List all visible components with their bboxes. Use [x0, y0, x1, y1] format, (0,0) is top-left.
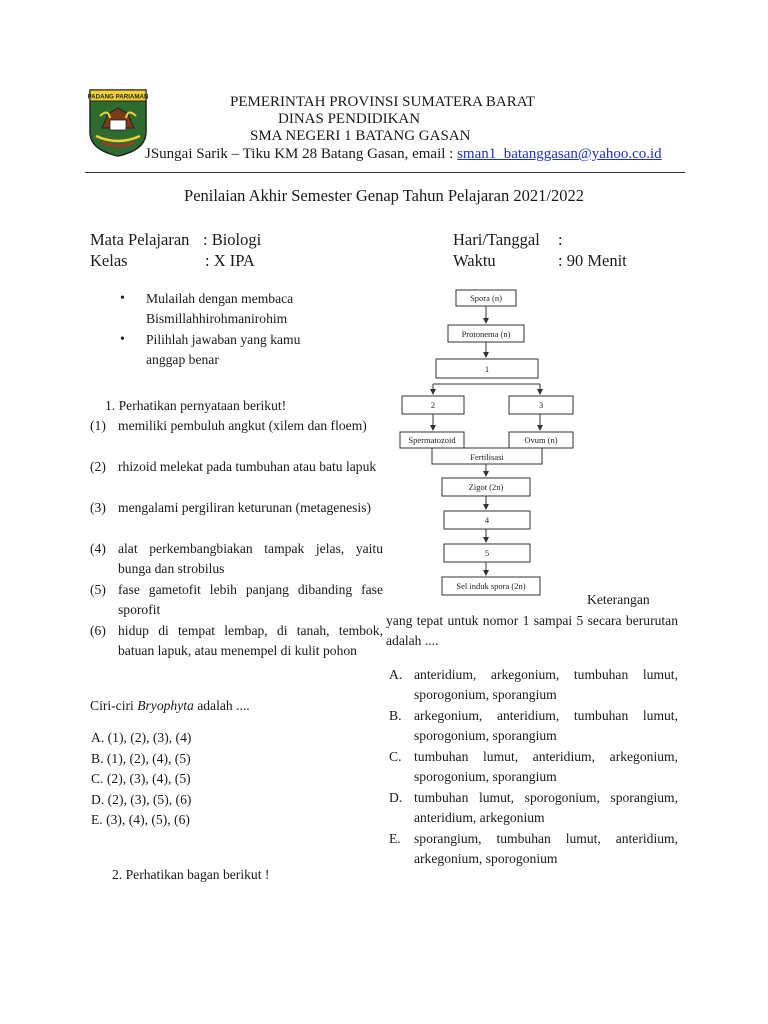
- statement-text: rhizoid melekat pada tumbuhan atau batu lapuk: [118, 459, 377, 474]
- spermatozoid-label: Spermatozoid: [408, 435, 456, 445]
- time-value: : 90 Menit: [558, 251, 627, 270]
- fertilisasi-label: Fertilisasi: [470, 452, 504, 462]
- subject-label: Mata Pelajaran: [90, 230, 190, 249]
- choice-text: arkegonium, anteridium, tumbuhan lumut, sporogonium, sporangium: [414, 708, 678, 744]
- choice-label: B.: [389, 708, 402, 723]
- statement-item: [90, 498, 383, 518]
- answer-option-c[interactable]: C. (2), (3), (4), (5): [91, 771, 191, 787]
- statement-text: hidup di tempat lembap, di tanah, tembok, batuan lapuk, atau menempel di kulit pohon: [118, 623, 383, 659]
- statement-text: alat perkembangbiakan tampak jelas, yaitu bunga dan strobilus: [118, 541, 383, 577]
- box-2-label: 2: [430, 400, 436, 410]
- subject-value: : Biologi: [203, 230, 262, 249]
- zigot-label: Zigot (2n): [468, 482, 504, 492]
- box-4-label: 4: [484, 515, 490, 525]
- statement-number: (5): [90, 582, 106, 597]
- letterhead-province: PEMERINTAH PROVINSI SUMATERA BARAT: [230, 94, 536, 110]
- choice-text: tumbuhan lumut, anteridium, arkegonium, sporogonium, sporangium: [414, 749, 678, 785]
- answer-choice-c[interactable]: [386, 747, 678, 788]
- answer-option-e[interactable]: E. (3), (4), (5), (6): [91, 812, 190, 828]
- statement-number: (4): [90, 541, 106, 556]
- keterangan-label: Keterangan: [587, 592, 650, 607]
- answer-option-a[interactable]: A. (1), (2), (3), (4): [91, 730, 192, 745]
- choice-label: A.: [389, 667, 403, 682]
- letterhead-school: SMA NEGERI 1 BATANG GASAN: [250, 128, 471, 144]
- statement-number: (2): [90, 459, 106, 474]
- email-link[interactable]: sman1_batanggasan@yahoo.co.id: [457, 146, 662, 162]
- answer-choice-e[interactable]: [386, 829, 678, 870]
- box-1-label: 1: [484, 364, 490, 374]
- instructions-list: [118, 289, 318, 370]
- choice-label: E.: [389, 831, 401, 846]
- choice-label: C.: [389, 749, 402, 764]
- time-label: Waktu: [453, 251, 496, 270]
- answer-choice-d[interactable]: [386, 788, 678, 829]
- stem-prefix: Ciri-ciri: [90, 698, 138, 713]
- answer-option-d[interactable]: D. (2), (3), (5), (6): [91, 791, 192, 807]
- question-1-stem: [90, 696, 250, 716]
- statement-number: (3): [90, 500, 106, 515]
- statement-item: [90, 621, 383, 662]
- exam-title: Penilaian Akhir Semester Genap Tahun Pelajaran 2021/2022: [184, 186, 584, 205]
- question-1-options: [91, 728, 191, 831]
- question-1-heading: 1. Perhatikan pernyataan berikut!: [105, 398, 287, 413]
- logo-caption: PADANG PARIAMAN: [88, 93, 148, 101]
- question-2-heading: 2. Perhatikan bagan berikut !: [112, 867, 270, 882]
- sel-induk-label: Sel induk spora (2n): [456, 581, 526, 591]
- answer-choice-b[interactable]: [386, 706, 678, 747]
- ovum-label: Ovum (n): [524, 435, 558, 445]
- question-2-stem: yang tepat untuk nomor 1 sampai 5 secara berurutan adalah ....: [386, 613, 678, 649]
- statement-item: [90, 416, 383, 436]
- box-5-label: 5: [484, 548, 490, 558]
- statement-number: (6): [90, 623, 106, 638]
- statement-text: memiliki pembuluh angkut (xilem dan floem): [118, 418, 367, 433]
- letterhead-address: [145, 146, 662, 163]
- instruction-item: • Mulailah dengan membaca Bismillahhirohmanirohim: [118, 289, 318, 330]
- address-text: JSungai Sarik – Tiku KM 28 Batang Gasan, email :: [145, 146, 458, 162]
- padang-pariaman-logo: [88, 88, 148, 158]
- stem-italic: Bryophyta: [137, 698, 194, 713]
- choice-label: D.: [389, 790, 403, 805]
- statement-text: fase gametofit lebih panjang dibanding fase sporofit: [118, 582, 383, 618]
- day-value: :: [558, 230, 563, 249]
- box-3-label: 3: [538, 400, 544, 410]
- choice-text: sporangium, tumbuhan lumut, anteridium, arkegonium, sporogonium: [414, 831, 678, 867]
- class-label: Kelas: [90, 251, 128, 270]
- statement-item: [90, 457, 383, 477]
- protonema-label: Protonema (n): [461, 329, 511, 339]
- statement-item: [90, 580, 383, 621]
- statement-item: [90, 539, 383, 580]
- letterhead-divider: [85, 172, 685, 173]
- letterhead-department: DINAS PENDIDIKAN: [278, 111, 421, 127]
- spora-label: Spora (n): [470, 293, 502, 303]
- statement-number: (1): [90, 418, 106, 433]
- statement-text: mengalami pergiliran keturunan (metagenesis): [118, 500, 372, 515]
- class-value: : X IPA: [205, 251, 255, 270]
- choice-text: anteridium, arkegonium, tumbuhan lumut, sporogonium, sporangium: [414, 667, 678, 703]
- stem-suffix: adalah ....: [193, 698, 250, 713]
- choice-text: tumbuhan lumut, sporogonium, sporangium, anteridium, arkegonium: [414, 790, 678, 826]
- answer-choice-a[interactable]: [386, 665, 678, 706]
- instruction-item: • Pilihlah jawaban yang kamu anggap benar: [118, 330, 318, 371]
- moss-life-cycle-diagram: [398, 286, 586, 598]
- answer-option-b[interactable]: B. (1), (2), (4), (5): [91, 750, 191, 766]
- day-label: Hari/Tanggal: [453, 230, 540, 249]
